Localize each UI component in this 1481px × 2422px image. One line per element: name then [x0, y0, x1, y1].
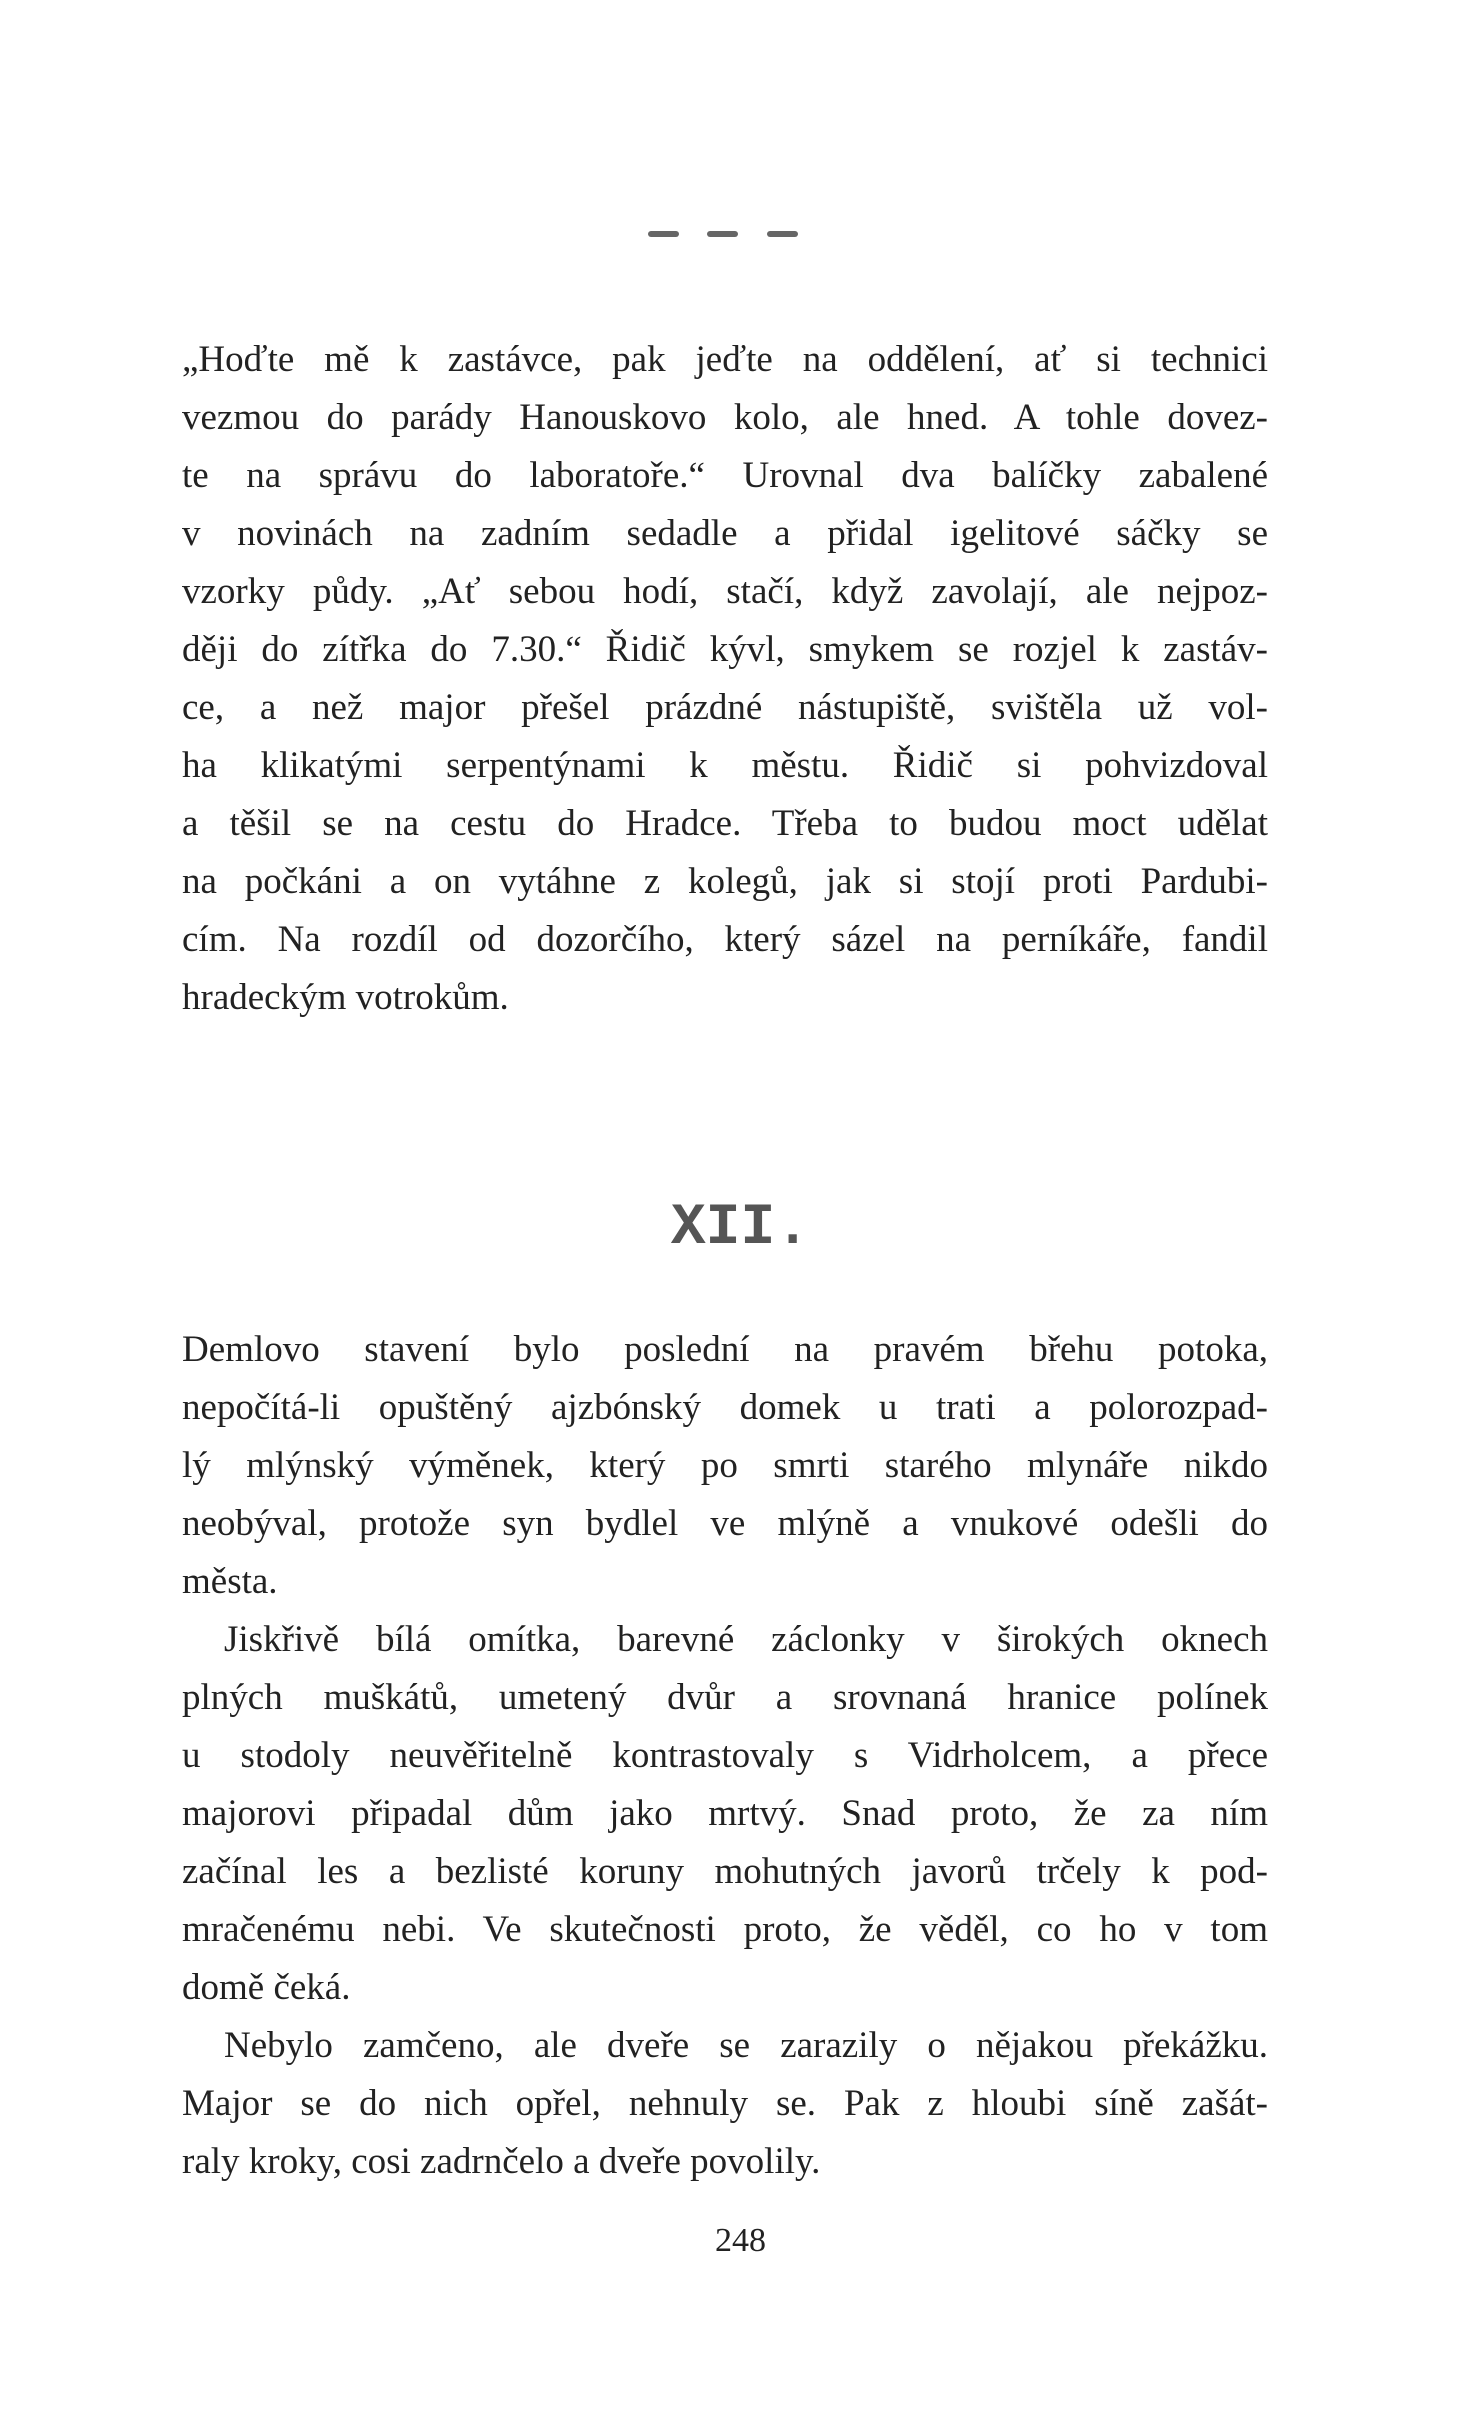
- text-line: Jiskřivě bílá omítka, barevné záclonky v širokých oknech: [224, 1619, 1268, 1660]
- text-line: mračenému nebi. Ve skutečnosti proto, že věděl, co ho v tom: [182, 1909, 1268, 1950]
- text-line: vzorky půdy. „Ať sebou hodí, stačí, když zavolají, ale nejpoz-: [182, 571, 1268, 612]
- text-line: majorovi připadal dům jako mrtvý. Snad proto, že za ním: [182, 1793, 1268, 1834]
- text-line: Demlovo stavení bylo poslední na pravém břehu potoka,: [182, 1329, 1268, 1370]
- paragraph: [182, 1611, 1268, 2017]
- text-line: neobýval, protože syn bydlel ve mlýně a vnukové odešli do: [182, 1503, 1268, 1544]
- text-line: nepočítá-li opuštěný ajzbónský domek u trati a polorozpad-: [182, 1387, 1268, 1428]
- text-line: Nebylo zamčeno, ale dveře se zarazily o nějakou překážku.: [224, 2025, 1268, 2066]
- text-line: a těšil se na cestu do Hradce. Třeba to budou moct udělat: [182, 803, 1268, 844]
- text-line: cím. Na rozdíl od dozorčího, který sázel na perníkáře, fandil: [182, 919, 1268, 960]
- text-line: ději do zítřka do 7.30.“ Řidič kývl, smykem se rozjel k zastáv-: [182, 629, 1268, 670]
- text-line: začínal les a bezlisté koruny mohutných javorů trčely k pod-: [182, 1851, 1268, 1892]
- paragraph: [182, 331, 1268, 1027]
- chapter-heading: XII.: [670, 1196, 811, 1261]
- ornament-dash: [767, 231, 798, 237]
- text-line: plných muškátů, umetený dvůr a srovnaná hranice polínek: [182, 1677, 1268, 1718]
- ornament-dash: [707, 231, 738, 237]
- text-line: v novinách na zadním sedadle a přidal igelitové sáčky se: [182, 513, 1268, 554]
- paragraph: [182, 1321, 1268, 1611]
- text-line: u stodoly neuvěřitelně kontrastovaly s Vidrholcem, a přece: [182, 1735, 1268, 1776]
- text-line: na počkáni a on vytáhne z kolegů, jak si stojí proti Pardubi-: [182, 861, 1268, 902]
- paragraph: [182, 2017, 1268, 2191]
- text-line: ce, a než major přešel prázdné nástupiště, svištěla už vol-: [182, 687, 1268, 728]
- text-line: te na správu do laboratoře.“ Urovnal dva balíčky zabalené: [182, 455, 1268, 496]
- text-line: hradeckým votrokům.: [182, 977, 509, 1018]
- section-before-text: [182, 331, 1268, 1027]
- text-line: raly kroky, cosi zadrnčelo a dveře povolily.: [182, 2141, 821, 2182]
- text-line: ha klikatými serpentýnami k městu. Řidič si pohvizdoval: [182, 745, 1268, 786]
- ornament-dash: [648, 231, 679, 237]
- text-line: vezmou do parády Hanouskovo kolo, ale hned. A tohle dovez-: [182, 397, 1268, 438]
- text-line: domě čeká.: [182, 1967, 351, 2008]
- text-line: lý mlýnský výměnek, který po smrti starého mlynáře nikdo: [182, 1445, 1268, 1486]
- text-line: Major se do nich opřel, nehnuly se. Pak z hloubi síně zašát-: [182, 2083, 1268, 2124]
- page-number: 248: [715, 2222, 766, 2259]
- section-after-text: [182, 1321, 1268, 2191]
- text-line: „Hoďte mě k zastávce, pak jeďte na oddělení, ať si technici: [182, 339, 1268, 380]
- text-line: města.: [182, 1561, 278, 1602]
